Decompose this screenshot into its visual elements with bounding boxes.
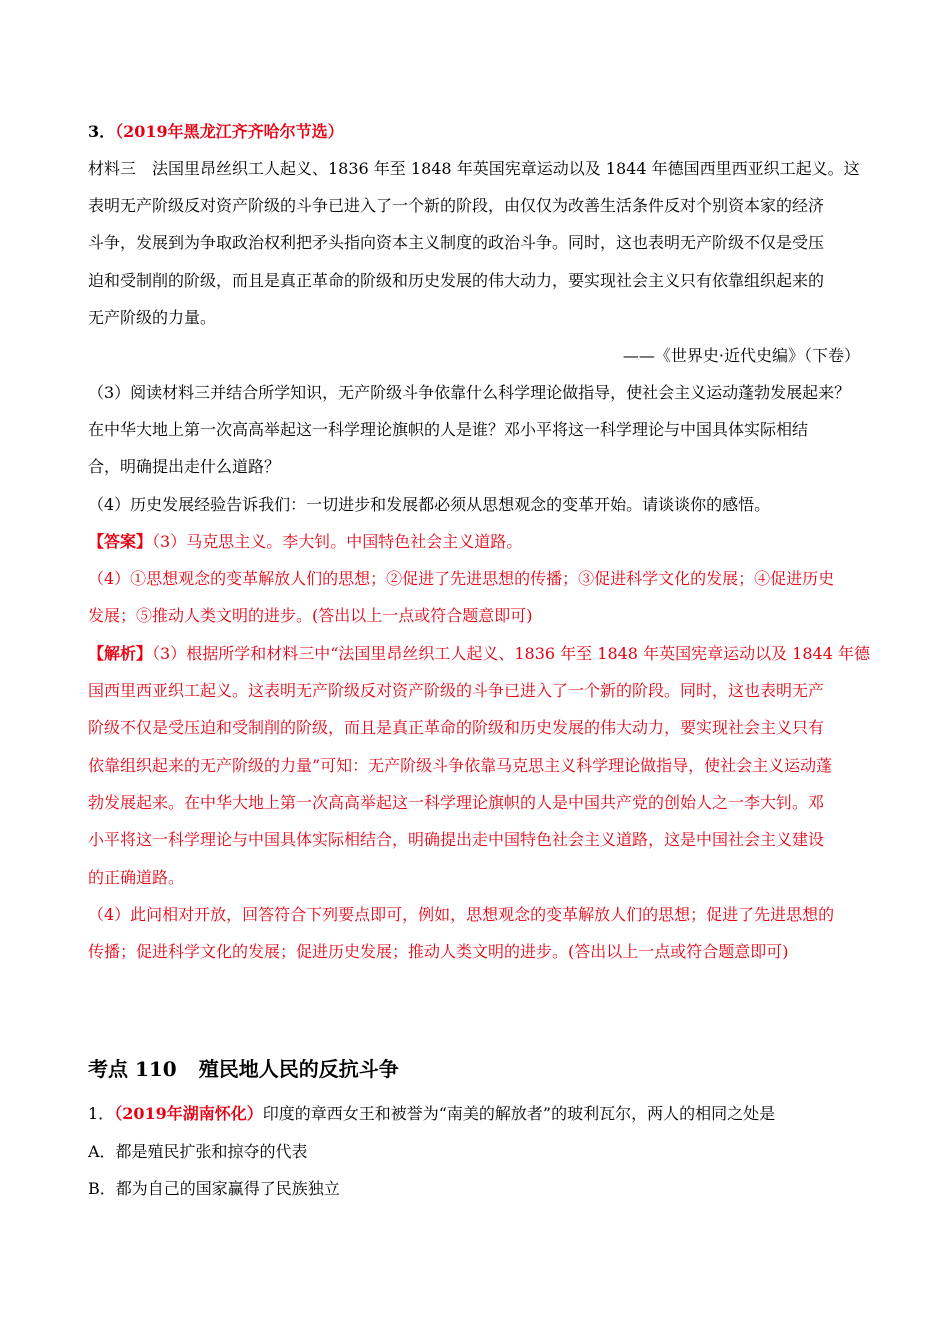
question-3-text: 合，明确提出走什么道路？ [88,457,281,476]
question-3-text: 在中华大地上第一次高高举起这一科学理论旗帜的人是谁？邓小平将这一科学理论与中国具体实际相结 [88,420,809,439]
section-title: 殖民地人民的反抗斗争 [198,1057,399,1081]
question-stem: 印度的章西女王和被誉为“南美的解放者”的玻利瓦尔，两人的相同之处是 [262,1104,776,1123]
answer-block [88,530,522,554]
analysis-3: 小平将这一科学理论与中国具体实际相结合，明确提出走中国特色社会主义道路，这是中国社会主义建设 [88,830,825,849]
material-line: 表明无产阶级反对资产阶级的斗争已进入了一个新的阶段，由仅仅为改善生活条件反对个别资本家的经济 [88,196,825,215]
citation: ——《世界史·近代史编》（下卷） [622,346,860,365]
option-b: B．都为自己的国家赢得了民族独立 [88,1179,340,1198]
question-1 [88,1102,775,1126]
question-3-header [88,120,344,144]
section-label: 考点 110 [88,1057,177,1081]
analysis-3: 阶级不仅是受压迫和受制削的阶级，而且是真正革命的阶级和历史发展的伟大动力，要实现社会主义只有 [88,718,825,737]
analysis-3: （3）根据所学和材料三中“法国里昂丝织工人起义、1836 年至 1848 年英国宪章运动以及 1844 年德 [152,644,870,663]
analysis-label: 【解析】 [88,644,153,663]
question-number: 3． [88,122,116,141]
answer-4: （4）①思想观念的变革解放人们的思想；②促进了先进思想的传播；③促进科学文化的发展；④促进历史 [88,569,835,588]
question-source: （2019年湖南怀化） [114,1104,263,1123]
analysis-4: （4）此问相对开放，回答符合下列要点即可，例如，思想观念的变革解放人们的思想；促进了先进思想的 [88,905,835,924]
analysis-3: 依靠组织起来的无产阶级的力量”可知：无产阶级斗争依靠马克思主义科学理论做指导，使社会主义运动蓬 [88,756,833,775]
question-3-text: （3）阅读材料三并结合所学知识，无产阶级斗争依靠什么科学理论做指导，使社会主义运动蓬勃发展起来？ [88,383,851,402]
section-heading [88,1054,399,1084]
analysis-3: 的正确道路。 [88,868,185,887]
option-a: A．都是殖民扩张和掠夺的代表 [88,1142,308,1161]
question-number: 1． [88,1104,115,1123]
analysis-block [88,642,870,666]
analysis-3: 国西里西亚织工起义。这表明无产阶级反对资产阶级的斗争已进入了一个新的阶段。同时，这也表明无产 [88,681,825,700]
question-4-text: （4）历史发展经验告诉我们：一切进步和发展都必须从思想观念的变革开始。请谈谈你的感悟。 [88,495,771,514]
material-line: 斗争，发展到为争取政治权利把矛头指向资本主义制度的政治斗争。同时，这也表明无产阶级不仅是受压 [88,233,825,252]
analysis-4: 传播；促进科学文化的发展；促进历史发展；推动人类文明的进步。(答出以上一点或符合题意即可) [88,942,789,961]
answer-4: 发展；⑤推动人类文明的进步。(答出以上一点或符合题意即可) [88,606,533,625]
question-source: （2019年黑龙江齐齐哈尔节选） [115,122,344,141]
material-line: 无产阶级的力量。 [88,308,217,327]
material-line: 迫和受制削的阶级，而且是真正革命的阶级和历史发展的伟大动力，要实现社会主义只有依靠组织起来的 [88,271,825,290]
answer-3: （3）马克思主义。李大钊。中国特色社会主义道路。 [152,532,523,551]
analysis-3: 勃发展起来。在中华大地上第一次高高举起这一科学理论旗帜的人是中国共产党的创始人之一李大钊。邓 [88,793,825,812]
material-line: 材料三 法国里昂丝织工人起义、1836 年至 1848 年英国宪章运动以及 1844 年德国西里西亚织工起义。这 [88,159,860,178]
answer-label: 【答案】 [88,532,153,551]
